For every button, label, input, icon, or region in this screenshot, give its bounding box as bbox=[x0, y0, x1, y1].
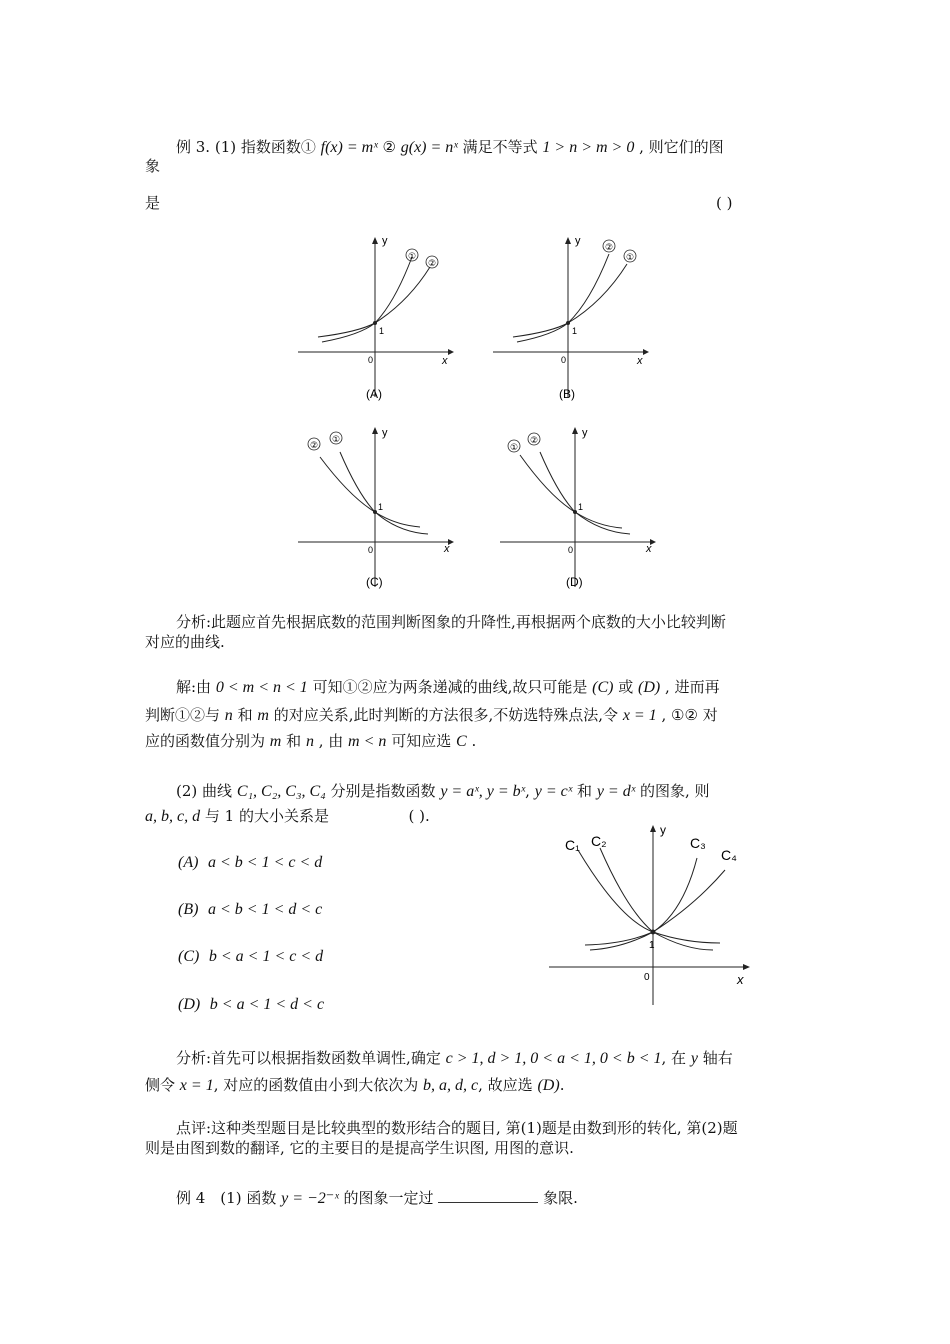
graph-a bbox=[290, 232, 460, 404]
solution-line2: 判断①②与 n 和 m 的对应关系,此时判断的方法很多,不妨选特殊点法,令 x = 1 , ①② 对 bbox=[145, 706, 718, 724]
answer-paren: ( ) bbox=[716, 194, 733, 212]
graph-b bbox=[485, 232, 655, 404]
option-c: (C) b < a < 1 < c < d bbox=[178, 948, 324, 965]
example3-line3: 是 bbox=[145, 194, 161, 212]
graph-c-label2: ① bbox=[332, 434, 341, 444]
graph2-x-label: x bbox=[737, 972, 744, 987]
graph-d-one: 1 bbox=[578, 502, 584, 512]
f-expression: f(x) = mˣ bbox=[320, 139, 378, 156]
option-a: (A) a < b < 1 < c < d bbox=[178, 854, 323, 871]
curve-c3-label: C₃ bbox=[690, 835, 706, 851]
solution-line3: 应的函数值分别为 m 和 n , 由 m < n 可知应选 C . bbox=[145, 732, 477, 750]
graph-d-caption: (D) bbox=[566, 575, 583, 589]
curve-c1-label: C₁ bbox=[565, 837, 580, 853]
graph2-origin: 0 bbox=[644, 972, 650, 983]
graph-b-caption: (B) bbox=[559, 387, 575, 401]
graph-c-caption: (C) bbox=[366, 575, 383, 589]
graph-b-origin: 0 bbox=[561, 355, 567, 365]
graph-c-one: 1 bbox=[378, 502, 384, 512]
graph-b-label1: ② bbox=[605, 242, 614, 252]
option-b: (B) a < b < 1 < d < c bbox=[178, 901, 323, 918]
graph-a-y-label: y bbox=[382, 235, 388, 247]
graph-c-x-label: x bbox=[444, 543, 450, 555]
example3-intro: 例 3. (1) 指数函数① f(x) = mˣ ② g(x) = nˣ 满足不等式 1 > n > m > 0 , 则它们的图 bbox=[176, 138, 724, 156]
graph-d-x-label: x bbox=[646, 543, 652, 555]
option-d: (D) b < a < 1 < d < c bbox=[178, 996, 325, 1013]
graph-a-caption: (A) bbox=[366, 387, 382, 401]
answer-blank[interactable] bbox=[438, 1188, 538, 1203]
graph2-one: 1 bbox=[649, 940, 655, 951]
graph-c-y-label: y bbox=[382, 427, 388, 439]
graph-b-x-label: x bbox=[637, 355, 643, 367]
graph-d-origin: 0 bbox=[568, 545, 574, 555]
g-expression: g(x) = nˣ bbox=[400, 139, 458, 156]
comment-line1: 点评:这种类型题目是比较典型的数形结合的题目, 第(1)题是由数到形的转化, 第(2)题 bbox=[176, 1119, 738, 1137]
solution-line1: 解:由 0 < m < n < 1 可知①②应为两条递减的曲线,故只可能是 (C) 或 (D) , 进而再 bbox=[176, 678, 720, 696]
inequality: 1 > n > m > 0 bbox=[542, 139, 635, 156]
graph-b-y-label: y bbox=[575, 235, 581, 247]
graph-b-label2: ① bbox=[626, 252, 635, 262]
graph-c1-c4 bbox=[545, 820, 760, 1010]
graph-a-label1: ① bbox=[408, 251, 417, 261]
graph-c bbox=[290, 422, 460, 594]
example3-line2: 象 bbox=[145, 157, 161, 175]
graph-b-one: 1 bbox=[572, 326, 578, 336]
curve-c4-label: C₄ bbox=[721, 847, 737, 863]
graph-c-origin: 0 bbox=[368, 545, 374, 555]
analysis2-line2: 侧令 x = 1, 对应的函数值由小到大依次为 b, a, d, c, 故应选 (D). bbox=[145, 1076, 565, 1094]
part2-line1: (2) 曲线 C₁, C₂, C₃, C₄ 分别是指数函数 y = aˣ, y = bˣ, y = cˣ 和 y = dˣ 的图象, 则 bbox=[176, 782, 710, 800]
graph-d-label1: ① bbox=[510, 442, 519, 452]
example4-line: 例 4 (1) 函数 y = −2⁻ˣ 的图象一定过 象限. bbox=[176, 1189, 578, 1207]
graph-a-x-label: x bbox=[442, 355, 448, 367]
comment-line2: 则是由图到数的翻译, 它的主要目的是提高学生识图, 用图的意识. bbox=[145, 1139, 574, 1157]
analysis1-line1: 分析:此题应首先根据底数的范围判断图象的升降性,再根据两个底数的大小比较判断 bbox=[176, 613, 726, 631]
graph-c-label1: ② bbox=[310, 440, 319, 450]
analysis2-line1: 分析:首先可以根据指数函数单调性,确定 c > 1, d > 1, 0 < a < 1, 0 < b < 1, 在 y 轴右 bbox=[176, 1049, 733, 1067]
graph-d-label2: ② bbox=[530, 435, 539, 445]
graph-a-one: 1 bbox=[379, 326, 385, 336]
graph2-y-label: y bbox=[660, 823, 666, 837]
curve-c2-label: C₂ bbox=[591, 833, 607, 849]
analysis1-line2: 对应的曲线. bbox=[145, 633, 225, 651]
part2-line2: a, b, c, d 与 1 的大小关系是 ( ). bbox=[145, 807, 430, 825]
graph-d-y-label: y bbox=[582, 427, 588, 439]
graph-d bbox=[492, 422, 662, 594]
graph-a-origin: 0 bbox=[368, 355, 374, 365]
graph-a-label2: ② bbox=[428, 258, 437, 268]
